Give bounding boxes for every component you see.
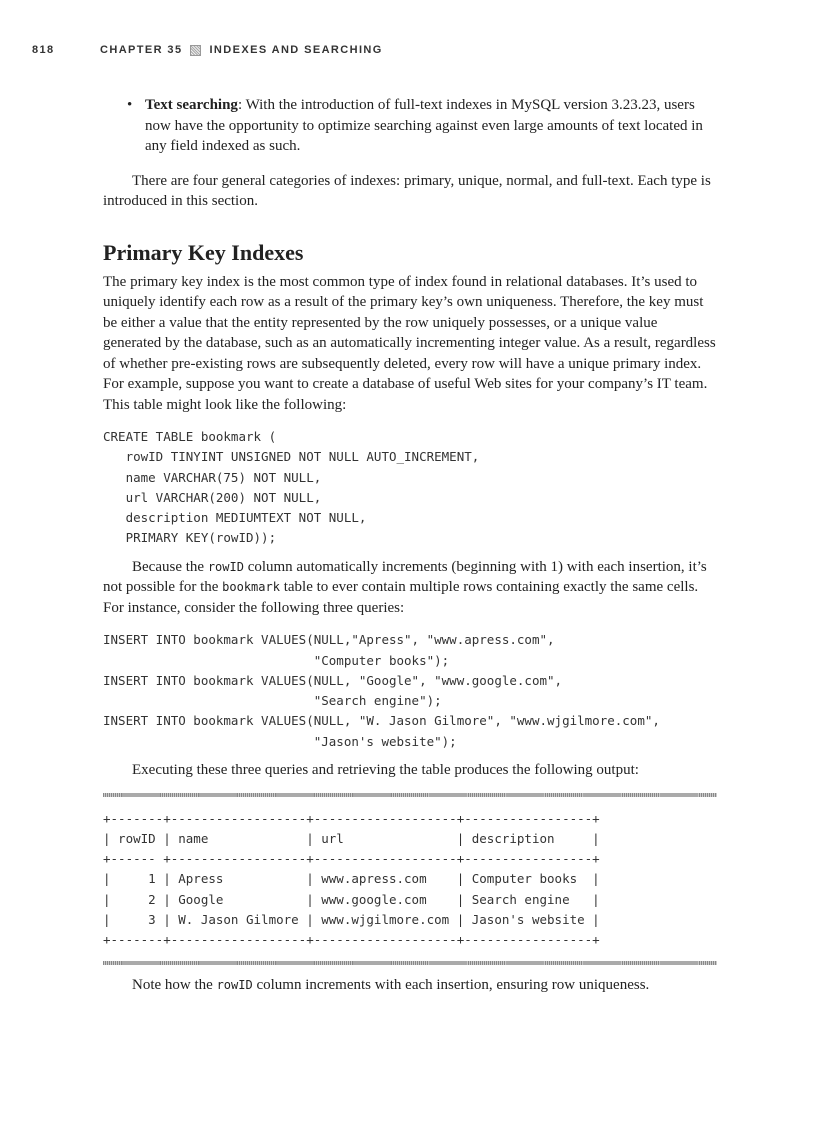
page-number: 818 xyxy=(32,44,55,56)
output-table: +-------+------------------+-------------------+-----------------+ | rowID | name | url | description | +------ +------------------+-------------------+-----------------+ | 1 | Apress | www.apress.com | Computer books | | 2 | Google | www.google.com | Search engine | | 3 | W. Jason Gilmore | www.wjgilmore.com | Jason's website | +-------+------------------+-------------------+-----------------+ xyxy=(103,810,600,948)
header-separator-icon xyxy=(190,45,201,56)
because-paragraph xyxy=(103,557,717,619)
page-body xyxy=(103,95,717,995)
note-text-1: Note how the xyxy=(132,976,217,993)
bullet-text-searching xyxy=(103,95,717,157)
bullet-text: : With the introduction of full-text indexes in MySQL version 3.23.23, users now have the opportunity to optimize searching against even large amounts of text located in any field indexed as such. xyxy=(145,97,703,154)
insert-queries-code: INSERT INTO bookmark VALUES(NULL,"Apress", "www.apress.com", "Computer books"); INSERT INTO bookmark VALUES(NULL, "Google", "www.google.com", "Search engine"); INSERT INTO bookmark VALUES(NULL, "W. Jason Gilmore", "www.wjgilmore.com", "Jason's website"); xyxy=(103,632,660,749)
create-table-code: CREATE TABLE bookmark ( rowID TINYINT UNSIGNED NOT NULL AUTO_INCREMENT, name VARCHAR(75) NOT NULL, url VARCHAR(200) NOT NULL, description MEDIUMTEXT NOT NULL, PRIMARY KEY(rowID)); xyxy=(103,429,480,546)
executing-paragraph: Executing these three queries and retrieving the table produces the following output: xyxy=(132,762,639,779)
because-text-1: Because the xyxy=(132,558,208,575)
section-heading: Primary Key Indexes xyxy=(103,239,304,265)
output-box xyxy=(103,793,717,965)
bullet-icon: • xyxy=(127,97,133,113)
because-text-2: column automatically increments (beginning with 1) with each insertion, it’s not possible for the xyxy=(103,558,707,596)
chapter-label: CHAPTER 35 xyxy=(100,44,183,56)
note-paragraph xyxy=(103,975,717,996)
because-text-3: table to ever contain multiple rows containing exactly the same cells. For instance, consider the following three queries: xyxy=(103,579,699,616)
bullet-term: Text searching xyxy=(145,97,238,113)
note-text-2: column increments with each insertion, ensuring row uniqueness. xyxy=(252,976,650,993)
chapter-title: INDEXES AND SEARCHING xyxy=(209,44,383,56)
inline-code-rowid-note: rowID xyxy=(216,977,253,992)
inline-code-bookmark: bookmark xyxy=(222,580,280,595)
intro-paragraph: There are four general categories of indexes: primary, unique, normal, and full-text. Each type is introduced in this section. xyxy=(103,172,711,209)
inline-code-rowid: rowID xyxy=(207,559,244,574)
running-header xyxy=(32,42,383,58)
section-paragraph: The primary key index is the most common type of index found in relational databases. It’s used to uniquely identify each row as a result of the primary key’s own uniqueness. Therefore, the key must be either a value that the entity represented by the row uniquely possesses, or a unique value generated by the database, such as an automatically incrementing integer value. As a result, regardless of whether pre-existing rows are subsequently deleted, every row will have a unique primary index. For example, suppose you want to create a database of useful Web sites for your company’s IT team. This table might look like the following: xyxy=(103,273,716,413)
